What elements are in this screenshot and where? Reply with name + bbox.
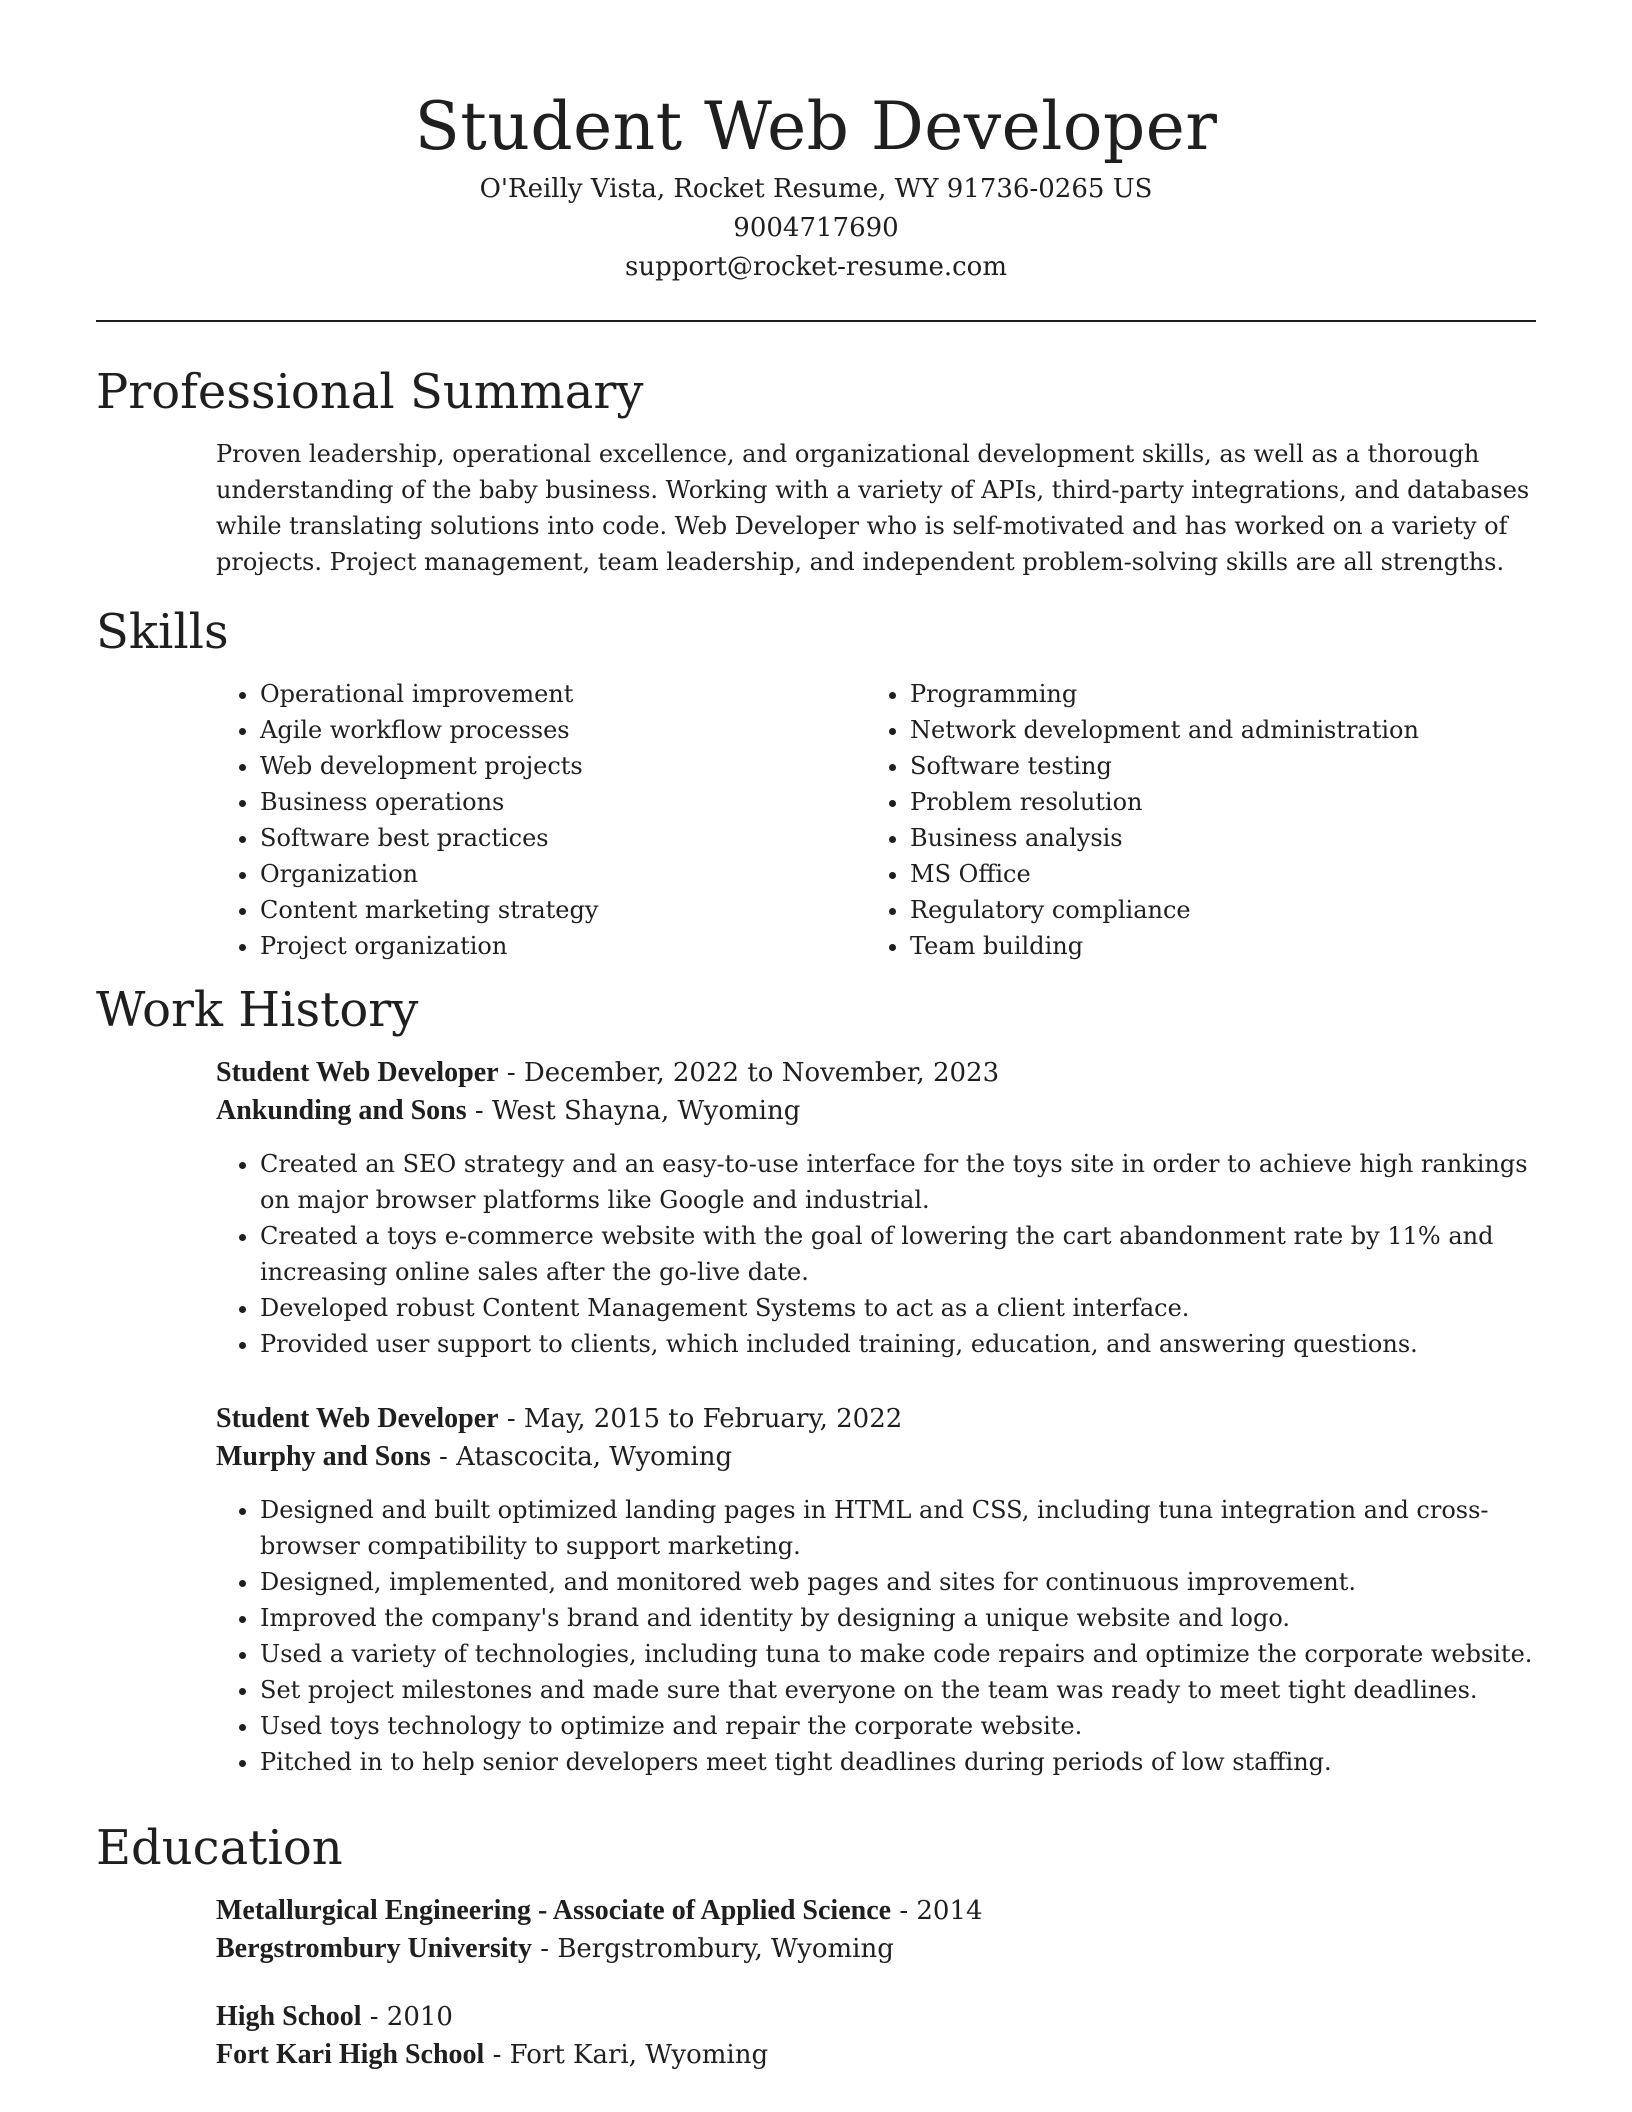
skill-item: • Regulatory compliance	[910, 892, 1516, 928]
work-history-section	[96, 980, 1536, 1780]
school: Fort Kari High School	[216, 2039, 485, 2070]
email: support@rocket-resume.com	[624, 252, 1007, 282]
job-bullet: • Improved the company's brand and identity by designing a unique website and logo.	[260, 1600, 1536, 1636]
job-company: Ankunding and Sons	[216, 1095, 467, 1126]
school: Bergstrombury University	[216, 1933, 532, 1964]
summary-section	[96, 362, 1536, 580]
job-entry	[216, 1054, 1536, 1362]
job-role: Student Web Developer	[216, 1403, 499, 1434]
job-bullet: • Used toys technology to optimize and repair the corporate website.	[260, 1708, 1536, 1744]
job-company-line	[216, 1438, 1536, 1476]
skills-heading: Skills	[96, 604, 229, 660]
school-location: - Fort Kari, Wyoming	[484, 2040, 769, 2070]
skills-column-right	[866, 676, 1516, 964]
skill-item: • Problem resolution	[910, 784, 1516, 820]
job-location: - Atascocita, Wyoming	[430, 1442, 733, 1472]
job-bullets	[216, 1146, 1536, 1362]
address: O'Reilly Vista, Rocket Resume, WY 91736-0265 US	[479, 174, 1153, 204]
degree-line	[216, 1998, 1536, 2036]
school-line	[216, 1930, 1536, 1968]
job-dates: - December, 2022 to November, 2023	[498, 1058, 1000, 1088]
skills-columns	[216, 676, 1536, 964]
skill-item: • Project organization	[260, 928, 866, 964]
job-title-line	[216, 1054, 1536, 1092]
job-bullet: • Created an SEO strategy and an easy-to-use interface for the toys site in order to achieve high rankings on major browser platforms like Google and industrial.	[260, 1146, 1536, 1218]
school-location: - Bergstrombury, Wyoming	[532, 1934, 894, 1964]
resume-header	[96, 84, 1536, 287]
job-location: - West Shayna, Wyoming	[466, 1096, 801, 1126]
skill-item: • Programming	[910, 676, 1516, 712]
job-bullet: • Pitched in to help senior developers meet tight deadlines during periods of low staffing.	[260, 1744, 1536, 1780]
skill-item: • Network development and administration	[910, 712, 1516, 748]
skill-item: • Organization	[260, 856, 866, 892]
job-entry	[216, 1400, 1536, 1780]
job-bullet: • Designed, implemented, and monitored web pages and sites for continuous improvement.	[260, 1564, 1536, 1600]
work-history-heading: Work History	[96, 982, 419, 1038]
skill-item: • Team building	[910, 928, 1516, 964]
education-entry	[216, 1892, 1536, 1968]
job-bullet: • Designed and built optimized landing pages in HTML and CSS, including tuna integration and cross-browser compatibility to support marketing.	[260, 1492, 1536, 1564]
resume-page	[96, 84, 1536, 2104]
degree-year: - 2010	[361, 2002, 453, 2032]
job-company: Murphy and Sons	[216, 1441, 431, 1472]
job-bullet: • Used a variety of technologies, including tuna to make code repairs and optimize the corporate website.	[260, 1636, 1536, 1672]
job-dates: - May, 2015 to February, 2022	[498, 1404, 903, 1434]
job-bullets	[216, 1492, 1536, 1780]
skill-item: • Business analysis	[910, 820, 1516, 856]
phone: 9004717690	[733, 213, 899, 243]
school-line	[216, 2036, 1536, 2074]
skill-item: • Agile workflow processes	[260, 712, 866, 748]
header-divider	[96, 320, 1536, 322]
job-bullet: • Provided user support to clients, which included training, education, and answering questions.	[260, 1326, 1536, 1362]
summary-text: Proven leadership, operational excellence, and organizational development skills, as well as a thorough understanding of the baby business. Working with a variety of APIs, third-party integrations, and databases while translating solutions into code. Web Developer who is self-motivated and has worked on a variety of projects. Project management, team leadership, and independent problem-solving skills are all strengths.	[216, 440, 1530, 576]
degree-year: - 2014	[891, 1896, 983, 1926]
skill-item: • Software testing	[910, 748, 1516, 784]
job-bullet: • Set project milestones and made sure that everyone on the team was ready to meet tight deadlines.	[260, 1672, 1536, 1708]
education-entry	[216, 1998, 1536, 2074]
education-section	[96, 1818, 1536, 2074]
education-heading: Education	[96, 1820, 343, 1876]
skills-list-left	[216, 676, 866, 964]
skill-item: • Web development projects	[260, 748, 866, 784]
candidate-name: Student Web Developer	[414, 88, 1218, 165]
skill-item: • Operational improvement	[260, 676, 866, 712]
degree: High School	[216, 2001, 362, 2032]
job-bullet: • Created a toys e-commerce website with the goal of lowering the cart abandonment rate by 11% and increasing online sales after the go-live date.	[260, 1218, 1536, 1290]
job-role: Student Web Developer	[216, 1057, 499, 1088]
skills-list-right	[866, 676, 1516, 964]
degree-line	[216, 1892, 1536, 1930]
job-bullet: • Developed robust Content Management Systems to act as a client interface.	[260, 1290, 1536, 1326]
job-title-line	[216, 1400, 1536, 1438]
skill-item: • MS Office	[910, 856, 1516, 892]
skill-item: • Content marketing strategy	[260, 892, 866, 928]
degree: Metallurgical Engineering - Associate of Applied Science	[216, 1895, 892, 1926]
summary-heading: Professional Summary	[96, 364, 644, 420]
skills-section	[96, 602, 1536, 964]
job-company-line	[216, 1092, 1536, 1130]
skill-item: • Software best practices	[260, 820, 866, 856]
skills-column-left	[216, 676, 866, 964]
skill-item: • Business operations	[260, 784, 866, 820]
